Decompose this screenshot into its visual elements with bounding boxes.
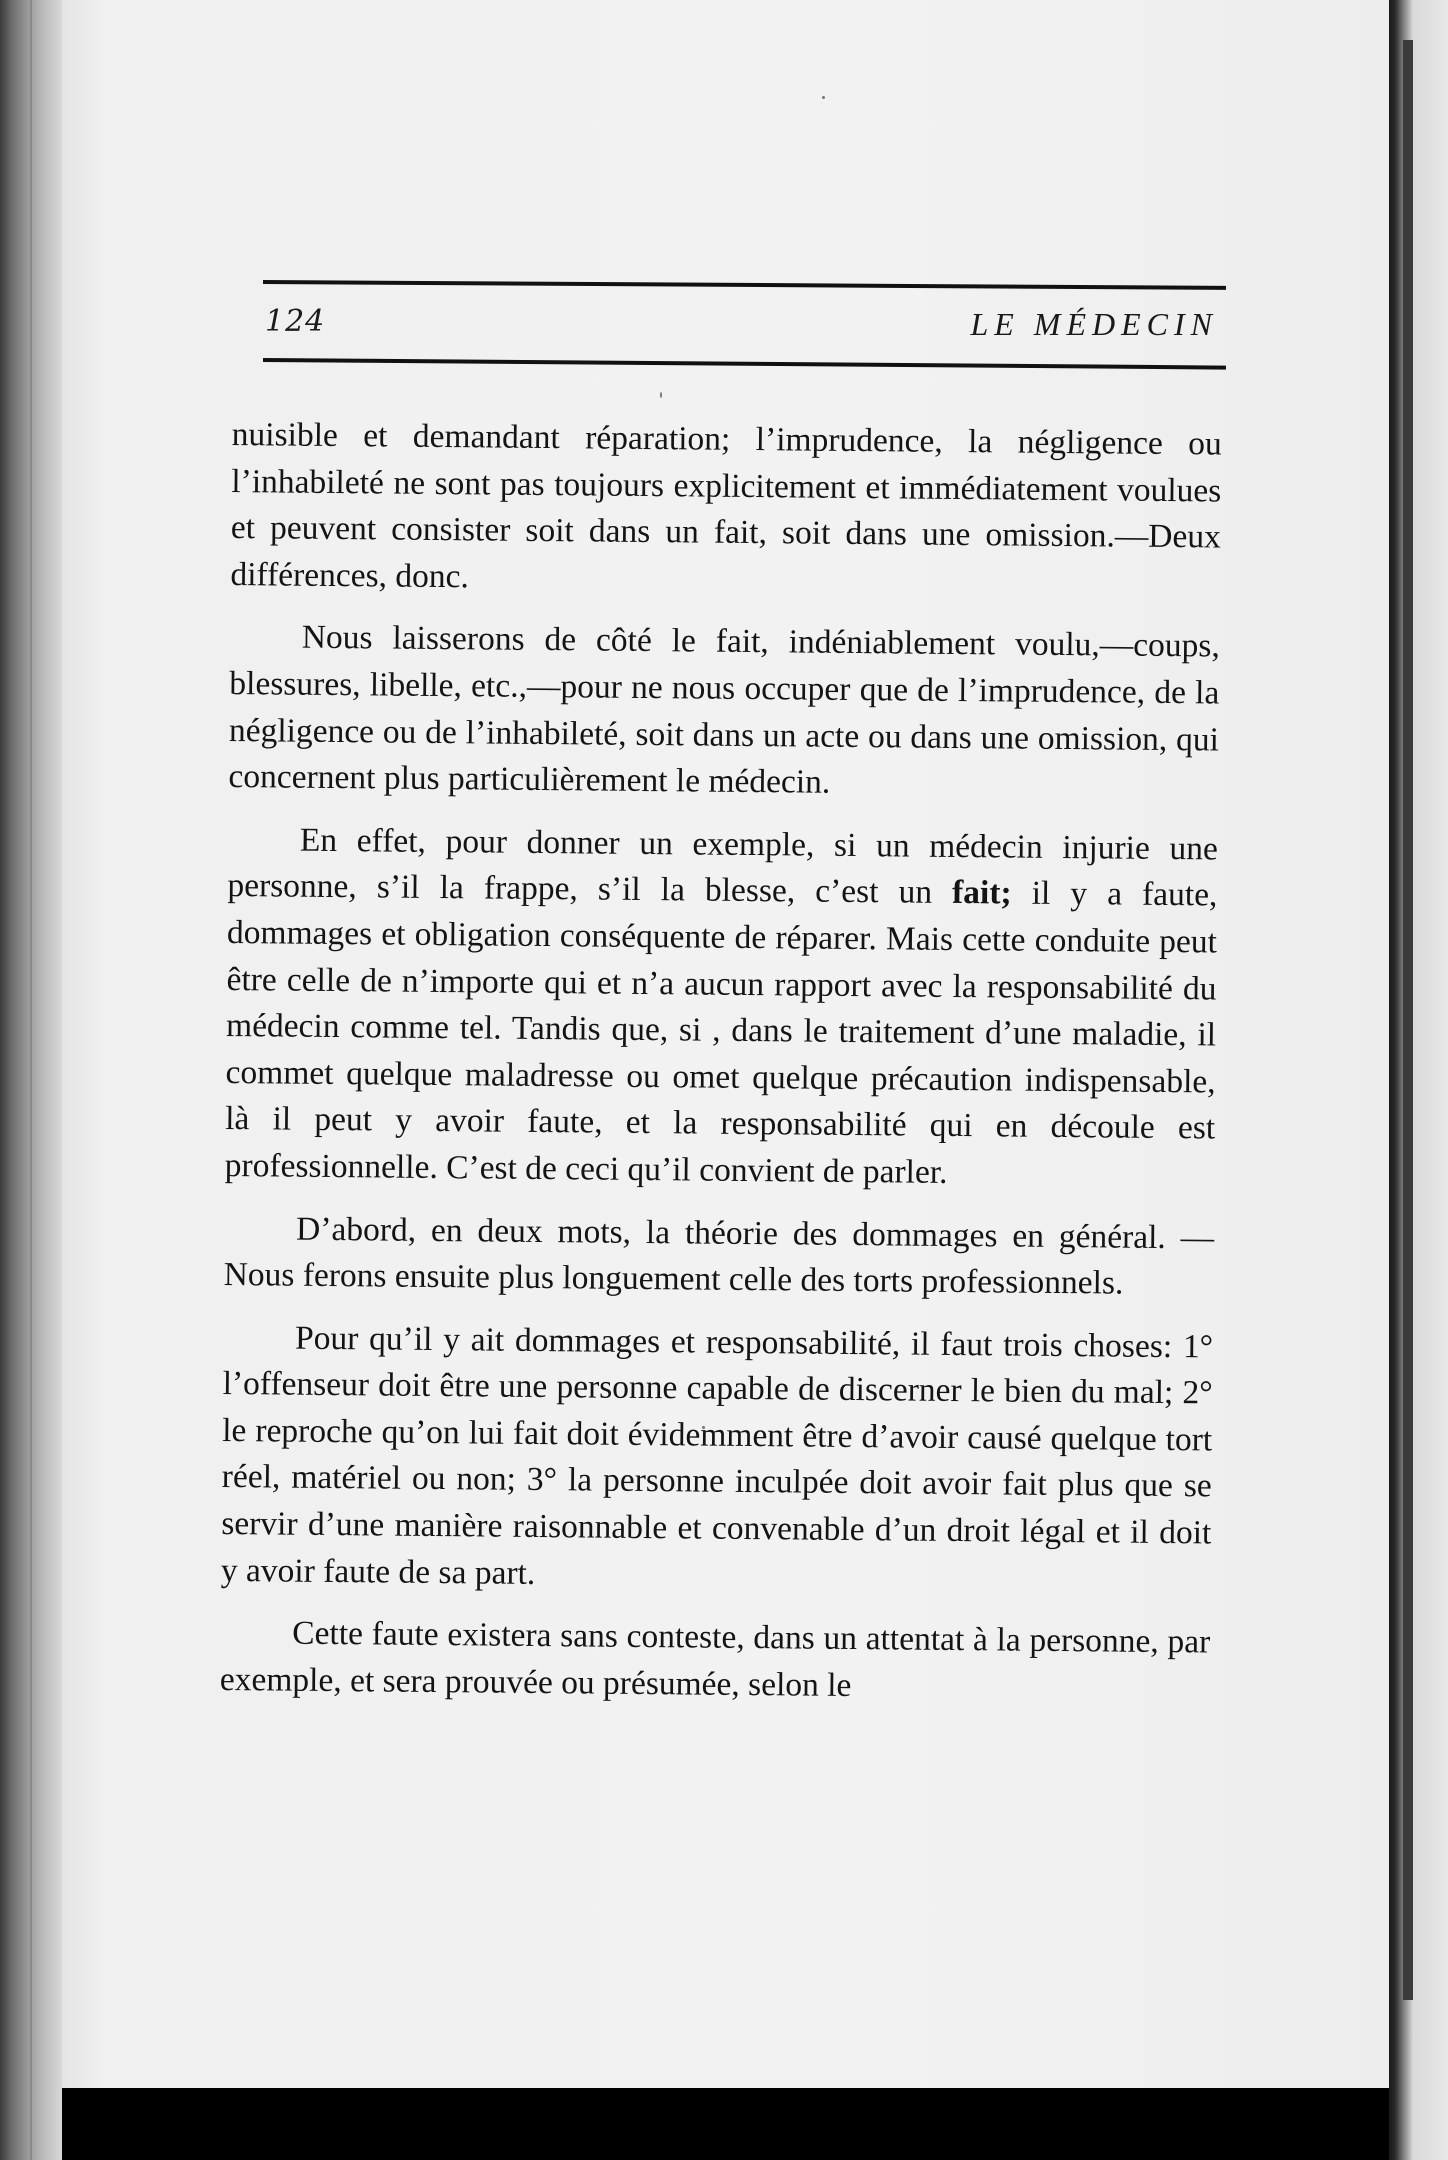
running-head: LE MÉDECIN	[970, 306, 1218, 342]
page-header	[263, 272, 1226, 392]
paragraph: D’abord, en deux mots, la théorie des dommages en général. —Nous ferons ensuite plus longuement celle des torts professionnels.	[223, 1210, 1215, 1302]
scan-speck	[822, 96, 825, 99]
body-text	[219, 412, 1222, 1729]
emphasized-word: fait;	[951, 874, 1012, 912]
paragraph-text: En effet, pour donner un exemple, si un médecin injurie une personne, s’il la frappe, s’il la blesse, c’est un	[227, 821, 1219, 912]
paragraph: Pour qu’il y ait dommages et responsabilité, il faut trois choses: 1° l’offenseur doit être une personne capable de discerner le bien du mal; 2° le reproche qu’on lui fait doit évidemment être d’avoir causé quelque tort réel, matériel ou non; 3° la personne inculpée doit avoir fait plus que se servir d’une manière raisonnable et convenable d’un droit légal et il doit y avoir faute de sa part.	[220, 1319, 1214, 1592]
paragraph: Nous laisserons de côté le fait, indéniablement voulu,—coups, blessures, libelle, etc.,—pour ne nous occuper que de l’imprudence, de la négligence ou de l’inhabileté, soit dans un acte ou dans une omission, qui concernent plus particulièrement le médecin.	[228, 619, 1220, 801]
scan-border-bottom	[62, 2088, 1389, 2160]
book-edge-left	[0, 0, 62, 2160]
scan-speck	[660, 392, 662, 398]
paragraph: Cette faute existera sans conteste, dans un attentat à la personne, par exemple, et sera prouvée ou présumée, selon le	[219, 1614, 1211, 1704]
paragraph: nuisible et demandant réparation; l’imprudence, la négligence ou l’inhabileté ne sont pas toujours explicitement et immédiatement voulues et peuvent consister soit dans un fait, soit dans une omission.—Deux différences, donc.	[230, 415, 1222, 596]
header-rule-bottom	[263, 358, 1226, 370]
paragraph	[225, 817, 1219, 1199]
book-edge-right	[1389, 0, 1448, 2160]
header-rule-top	[263, 280, 1226, 290]
page-number: 124	[265, 304, 326, 339]
paragraph-text: il y a faute, dommages et obligation conséquente de réparer. Mais cette conduite peut être celle de n’importe qui et n’a aucun rapport avec la responsabilité du médecin comme tel. Tandis que, si , dans le traitement d’une maladie, il commet quelque maladresse ou omet quelque précaution indispensable, là il peut y avoir faute, et la responsabilité qui en découle est professionnelle. C’est de ceci qu’il convient de parler.	[224, 874, 1218, 1191]
